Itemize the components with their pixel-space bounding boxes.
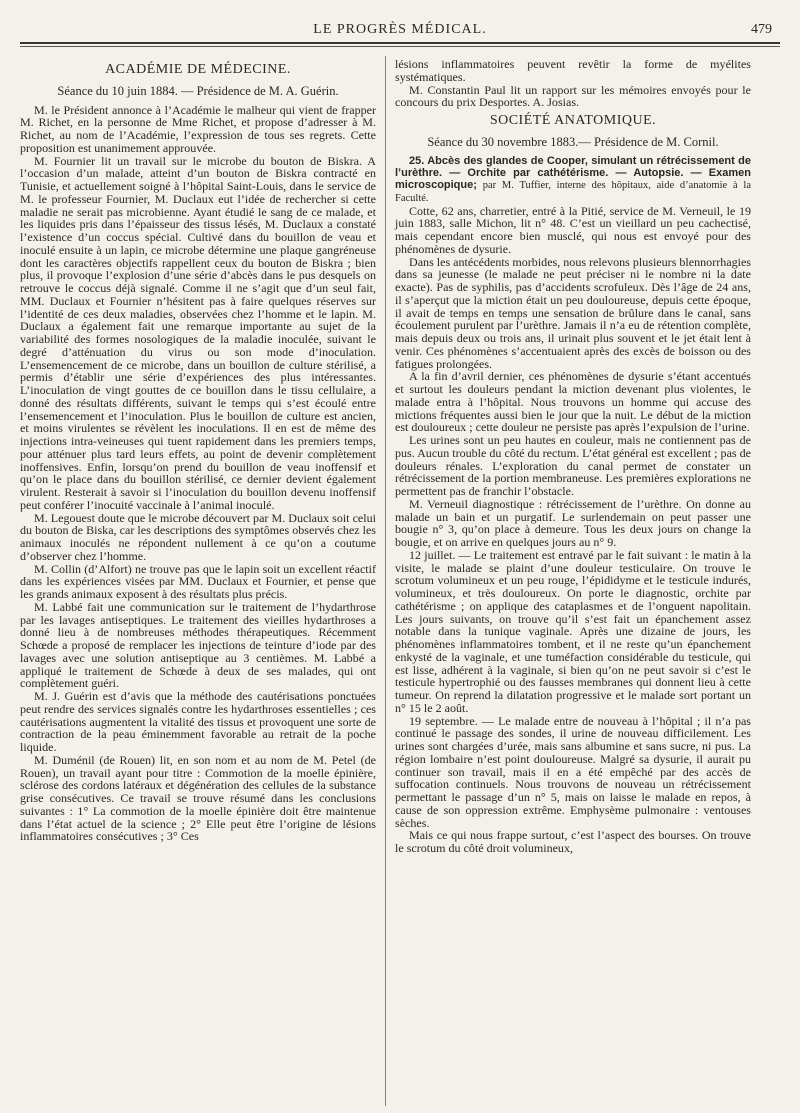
paragraph-constantin: M. Constantin Paul lit un rapport sur les mémoires envoyés pour le concours du prix Desportes. A. Josias. [395,82,751,110]
paragraph: Les urines sont un peu hautes en couleur, mais ne contiennent pas de pus. Aucun trouble du côté du rectum. L’état général est excellent ; pas de douleurs rénales. L’exploration du canal permet de constater un rétrécissement de la portion membraneuse. Les premières explorations ne permettent pas de franchir l’obstacle. [395,433,751,498]
left-column [20,58,376,843]
running-header [20,22,780,40]
paragraph: M. Duménil (de Rouen) lit, en son nom et au nom de M. Petel (de Rouen), un travail ayant pour titre : Commotion de la moelle épinière, sclérose des cordons latéraux et dégénération des cellules de la substance grise consécutives. Ce travail se trouve résumé dans les conclusions suivantes : 1° La commotion de la moelle épinière doit être maintenue dans l’état actuel de la science ; 2° Elle peut être l’origine de lésions inflammatoires consécutives ; 3° Ces [20,752,376,844]
paragraph: M. J. Guérin est d’avis que la méthode des cautérisations ponctuées peut rendre des services signalés contre les hydarthroses essentielles ; ces cautérisations augmentent la vitalité des tissus et provoquent une sorte de contraction de la peau éminemment favorable au retrait de la poche liquide. [20,689,376,754]
page-number: 479 [751,22,772,37]
paragraph: M. Verneuil diagnostique : rétrécissement de l’urèthre. On donne au malade un bain et un purgatif. Le surlendemain on peut passer une bougie n° 3, qu’on place à demeure. Tous les deux jours on change la bougie, et on arrive en quelques jours au n° 9. [395,496,751,549]
paragraph: Dans les antécédents morbides, nous relevons plusieurs blennorrhagies dans sa jeunesse (le malade ne peut préciser ni le nombre ni la date exacte). Pas de syphilis, pas d’accidents scrofuleux. Dès l’âge de 24 ans, il s’aperçut que la miction était un peu douloureuse, depuis cette époque, il avait de temps en temps une sensation de brûlure dans le canal, sans écoulement purulent par l’urèthre. Jamais il n’a eu de rétention complète, mais depuis deux ou trois ans, il urinait plus souvent et le jet était lent à venir. Ces phénomènes s’accentuaient après des excès de boisson ou des fatigues prolongées. [395,254,751,371]
case-heading [395,155,751,205]
paragraph: 12 juillet. — Le traitement est entravé par le fait suivant : le matin à la visite, le malade se plaint d’une douleur testiculaire. On trouve le scrotum volumineux et un peu rouge, l’épididyme et le testicule indurés, volumineux, et très douloureux. On porte le diagnostic, orchite par cathétérisme ; on applique des cataplasmes et de l’onguent napolitain. Les jours suivants, on trouve qu’il s’est fait un épanchement assez notable dans la tunique vaginale. Après une dizaine de jours, les phénomènes inflammatoires tombent, et il ne reste qu’un épanchement enkysté de la vaginale, et une tuméfaction considérable du testicule, qui est lisse, adhérent à la vaginale, si bien qu’on ne peut savoir si c’est le testicule hypertrophié ou des fausses membranes qui donnent lieu à cette tumeur. On reprend la dilatation progressive et le malade sort portant un n° 15 le 2 août. [395,547,751,715]
case-heading-author: par M. Tuffier, interne des hôpitaux, aide d’anatomie à la Faculté. [395,179,751,204]
paragraph: A la fin d’avril dernier, ces phénomènes de dysurie s’étant accentués et surtout les douleurs pendant la miction devenant plus violentes, le malade entra à l’hôpital. Nous trouvons un homme qui accuse des mictions fréquentes aussi bien le jour que la nuit. Le début de la miction est douloureux ; cette douleur ne persiste pas après l’expulsion de l’urine. [395,369,751,435]
paragraph: M. Legouest doute que le microbe découvert par M. Duclaux soit celui du bouton de Biska, car les descriptions des symptômes observés chez les animaux inoculés ne répondent nullement à ce qu’on a coutume d’observer chez l’homme. [20,510,376,563]
header-rule-thick [20,42,780,44]
case-heading-bold: 25. Abcès des glandes de Cooper, simulant un rétrécissement de l’urèthre. — Orchite par cathétérisme. — Autopsie. — Examen microscopique; [395,154,751,191]
seance-line-right: Séance du 30 novembre 1883.— Présidence de M. Cornil. [427,134,719,149]
header-rule-thin [20,46,780,47]
section-title-societe: SOCIÉTÉ ANATOMIQUE. [489,113,657,128]
paragraph: M. le Président annonce à l’Académie le malheur qui vient de frapper M. Richet, en la personne de Mme Richet, et propose d’adresser à M. Richet, au nom de l’Académie, l’expression de tous ses regrets. Cette proposition est unanimement approuvée. [20,102,376,155]
journal-title: LE PROGRÈS MÉDICAL. [313,22,487,37]
paragraph: Cotte, 62 ans, charretier, entré à la Pitié, service de M. Verneuil, le 19 juin 1883, salle Michon, lit n° 48. C’est un vieillard un peu cachectisé, mais cependant encore bien musclé, qui nous est envoyé pour des phénomènes de dysurie. [395,203,751,256]
paragraph: M. Collin (d’Alfort) ne trouve pas que le lapin soit un excellent réactif dans les expériences visées par MM. Duclaux et Fournier, et pense que les grands animaux exposent à des résultats plus précis. [20,561,376,601]
paragraph: 19 septembre. — Le malade entre de nouveau à l’hôpital ; il n’a pas continué le passage des sondes, il urine de nouveau difficilement. Les urines sont chargées d’urée, mais sans albumine et sans sucre, ni pus. La région lombaire n’est point douloureuse. Malgré sa dysurie, il aurait pu continuer son travail, mais il en a été empêché par des accès de suffocation continuels. Nous trouvons de nouveau un rétrécissement permettant le passage d’un n° 5, mais on laisse le malade en repos, à cause de son oppression extrême. Emphysème pulmonaire : ventouses sèches. [395,713,751,830]
paragraph-continuation: lésions inflammatoires peuvent revêtir la forme de myélites systématiques. [395,57,751,84]
section-title-academie: ACADÉMIE DE MÉDECINE. [105,62,291,77]
paragraph: Mais ce qui nous frappe surtout, c’est l’aspect des bourses. On trouve le scrotum du côté droit volumineux, [395,828,751,855]
paragraph: M. Fournier lit un travail sur le microbe du bouton de Biskra. A l’occasion d’un malade, atteint d’un bouton de Biskra contracté en Tunisie, et actuellement soigné à l’hôpital Saint-Louis, dans le service de M. le professeur Fournier, M. Duclaux eut l’idée de rechercher si cette maladie ne serait pas microbienne. Ayant étudié le sang de ce malade, et les liquides pris dans l’épaisseur des tissus lésés, M. Duclaux a constaté l’existence d’un coccus spécial. Cultivé dans du bouillon de veau et inoculé ensuite à un lapin, ce microbe détermine une plaque gangréneuse dont les caractères objectifs rappellent ceux du bouton de Biskra ; bien plus, il provoque l’explosion d’une série d’abcès dans le pus desquels on retrouve le coccus déjà signalé. Comme il ne s’agit que d’un seul fait, MM. Duclaux et Fournier n’hésitent pas à faire quelques réserves sur l’identité de ces deux maladies, observées chez l’homme et le lapin. M. Duclaux a également fait une remarque importante au sujet de la variabilité des formes nosologiques de la maladie inoculée, suivant le degré d’atténuation du virus ou son mode d’inoculation. L’ensemencement de ce microbe, dans un bouillon de culture stérilisé, a permis d’établir une série d’expériences des plus intéressantes. L’inoculation de vingt gouttes de ce bouillon dans le tissu cellulaire, a donné des résultats différents, suivant le temps qui s’est écoulé entre l’ensemencement et l’inoculation. Plus le bouillon de culture est ancien, et moins virulentes se révèlent les inoculations. Il en est de même des injections intra-veineuses qui tuent rapidement dans les premiers temps, pour atténuer plus tard leurs effets, au point de devenir complètement inoffensives. Enfin, lorsqu’on prend du bouillon de veau inoffensif et qu’on le place dans du bouillon stérilisé, ce dernier devient également virulent. Resterait à savoir si l’inoculation du bouillon devenu inoffensif peut conférer l’inocuité vaccinale à l’animal inoculé. [20,153,376,512]
seance-line-left: Séance du 10 juin 1884. — Présidence de M. A. Guérin. [57,83,339,98]
right-column [395,58,751,855]
paragraph: M. Labbé fait une communication sur le traitement de l’hydarthrose par les lavages antiseptiques. Le traitement des vieilles hydarthroses a donné lieu à de nombreuses méthodes thérapeutiques. Récemment Schœde a proposé de remplacer les injections de teinture d’iode par des lavages avec une solution antiseptique au 3 centièmes. M. Labbé a appliqué le traitement de Schœde à deux de ses malades, qui ont complètement guéri. [20,599,376,691]
column-separator [385,56,386,1106]
